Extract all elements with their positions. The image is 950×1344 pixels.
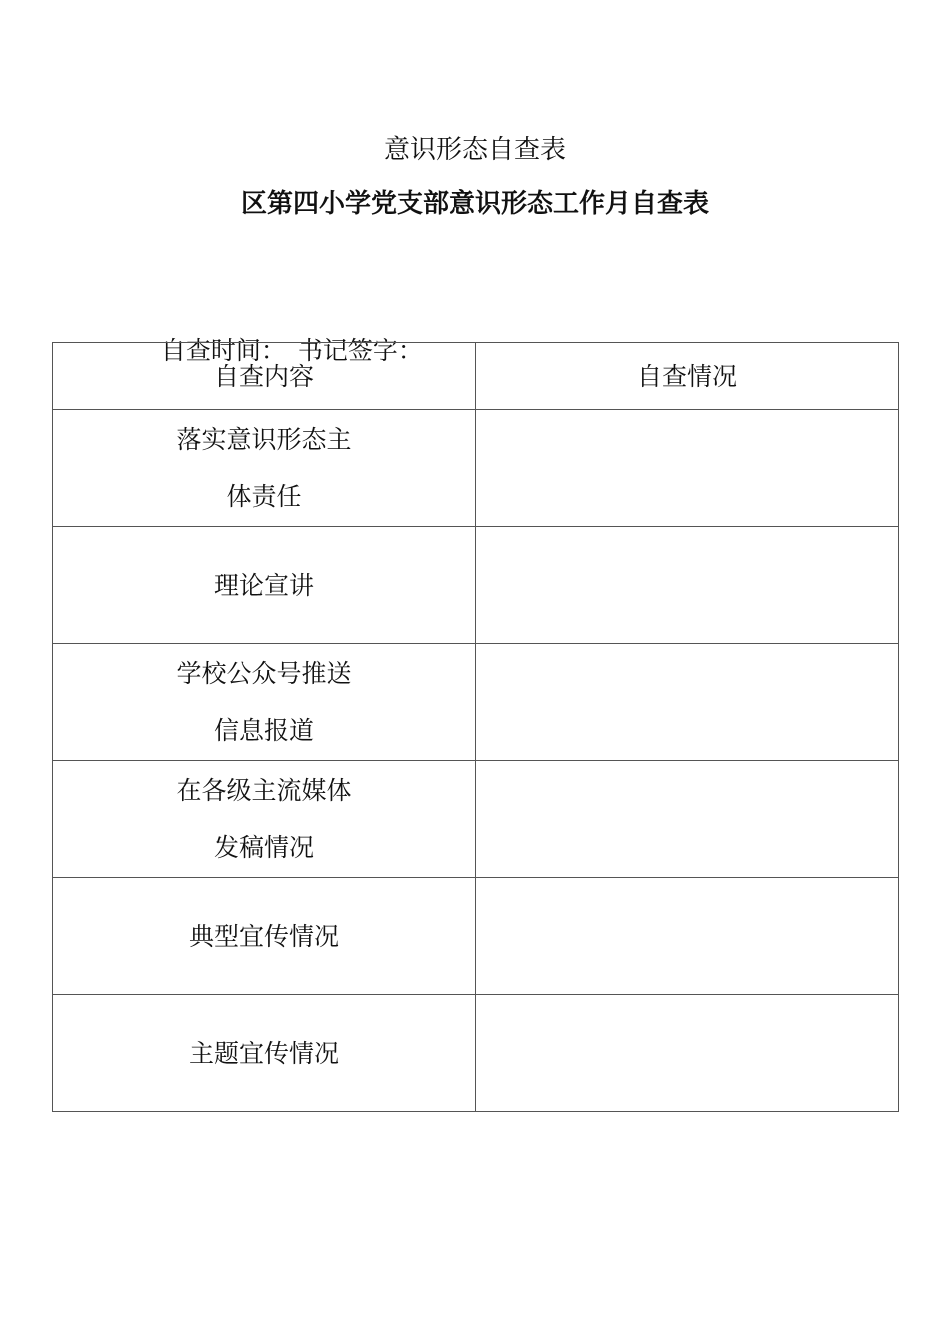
check-status-cell[interactable] — [476, 761, 899, 878]
self-check-table — [52, 342, 899, 1112]
check-item-cell — [53, 644, 476, 761]
check-item-cell — [53, 527, 476, 644]
check-item-text: 理论宣讲 — [213, 570, 314, 600]
check-item-text: 主题宜传情况 — [188, 1038, 339, 1068]
table-row — [53, 527, 899, 644]
check-status-cell[interactable] — [476, 527, 899, 644]
check-item-cell — [53, 878, 476, 995]
check-status-text — [476, 644, 898, 760]
check-item-text: 在各级主流媒体发稿情况 — [176, 776, 352, 862]
secretary-sign-label: 书记签字： — [297, 336, 423, 365]
check-item-cell — [53, 761, 476, 878]
check-item-cell — [53, 410, 476, 527]
check-status-cell[interactable] — [476, 410, 899, 527]
check-status-cell[interactable] — [476, 644, 899, 761]
page-subtitle: 区第四小学党支部意识形态工作月自查表 — [240, 189, 709, 219]
check-item-text: 典型宜传情况 — [188, 921, 339, 951]
table-header-row — [53, 343, 899, 410]
table-row — [53, 644, 899, 761]
table-row — [53, 995, 899, 1112]
table-row — [53, 410, 899, 527]
check-status-text — [476, 410, 898, 526]
check-status-text — [476, 995, 898, 1111]
check-status-cell[interactable] — [476, 995, 899, 1112]
check-status-text — [476, 761, 898, 877]
page-title: 意识形态自查表 — [383, 135, 566, 165]
check-time-label: 自查时间： — [160, 336, 286, 365]
check-item-text: 学校公众号推送信息报道 — [176, 659, 352, 745]
check-status-text — [476, 527, 898, 643]
check-item-text: 落实意识形态主体责任 — [176, 425, 352, 511]
check-status-text — [476, 878, 898, 994]
check-status-cell[interactable] — [476, 878, 899, 995]
table-row — [53, 761, 899, 878]
check-item-cell — [53, 995, 476, 1112]
table-row — [53, 878, 899, 995]
column-header-content: 自查内容 — [53, 343, 476, 410]
column-header-status: 自查情况 — [476, 343, 899, 410]
